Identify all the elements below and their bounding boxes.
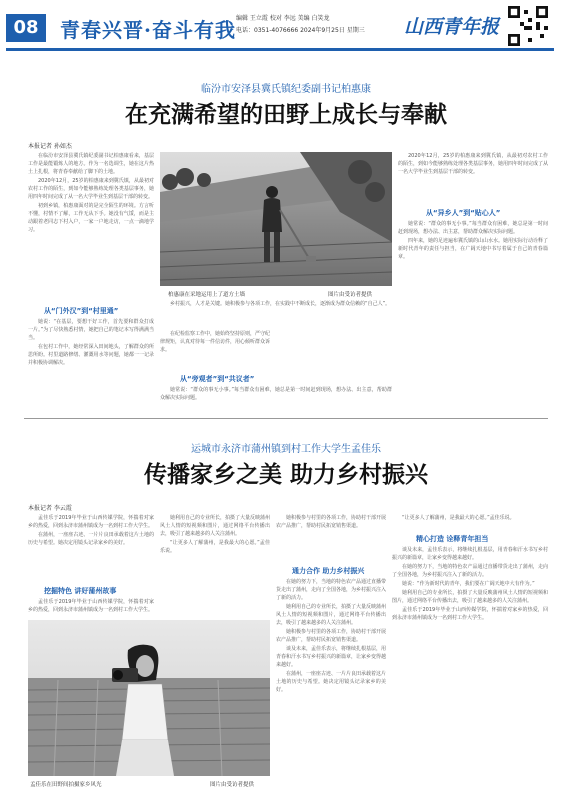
paragraph: 她利用自己的专业所长，拍摄了大量反映蒲州风土人情的短视频和图片，通过网络平台传播出去，吸引了越来越多的人关注蒲州。 [276,604,386,626]
paragraph: 她常说：“群众的事无小事。”每当群众有困难，她总是第一时间赶到现场，想办法、出主意，帮助群众解决实际问题。 [398,221,548,235]
paragraph: 在她的努力下，当地的特色农产品通过直播带货走出了蒲州，走向了全国各地，为乡村振兴注入了新的活力。 [276,579,386,601]
article2-column-4a [392,514,548,532]
article2-column-3a [276,514,386,564]
paragraph: 她利用自己的专业所长，拍摄了大量反映蒲州风土人情的短视频和图片，通过网络平台传播出去，吸引了越来越多的人关注蒲州。 [392,590,548,604]
paragraph: 谈及未来，孟佳乐表示，将继续扎根基层，用青春和汗水书写乡村振兴的新篇章，让家乡变得越来越好。 [276,646,386,668]
article2-byline: 本报记者 李云霞 [28,505,72,512]
paragraph: 她常说：“群众的事无小事。”每当群众有困难，她总是第一时间赶到现场，想办法、出主意，帮助群众解决实际问题。 [160,387,392,401]
article2-kicker: 运城市永济市蒲州镇到村工作大学生孟佳乐 [191,444,381,455]
paragraph: 孟佳乐于2019年毕业于山西传媒学院，怀揣着对家乡的热爱，回到永济市蒲州镇成为一名到村工作大学生。 [28,515,154,529]
article-divider [24,418,548,419]
article2-column-4b [392,546,548,793]
article1-byline: 本报记者 孙如杰 [28,143,72,150]
paragraph: 孟佳乐于2019年毕业于山西传媒学院，怀揣着对家乡的热爱，回到永济市蒲州镇成为一名到村工作大学生。 [392,607,548,621]
article1-column-2c [160,386,392,416]
article1-column-1 [28,152,154,302]
paragraph: 四年来，她的足迹遍布冀氏镇的山山水水。她用实际行动诠释了新时代青年的责任与担当，在广阔天地中书写着属于自己的青春篇章。 [398,238,548,260]
article2-photo-credit: 图片由受访者提供 [210,782,255,788]
article1-kicker: 临汾市安泽县冀氏镇纪委副书记柏惠康 [201,84,371,95]
editor-credits: 编辑 王立霞 校对 李远 美编 白笑龙 [236,15,330,22]
paragraph: 2020年12月，25岁的柏惠康来到冀氏镇，从最初对农村工作的陌生，到如今能够熟练处理各类基层事务，她用四年时间完成了从一名大学毕业生到基层干部的转变。 [28,178,154,200]
article1-column-2b [160,330,270,370]
paragraph: 在她的努力下，当地的特色农产品通过直播带货走出了蒲州，走向了全国各地，为乡村振兴注入了新的活力。 [392,564,548,578]
paragraph: 在临汾市安泽县冀氏镇纪委副书记柏惠康看来，基层工作是最能锻炼人的地方。作为一名选调生，她在这片热土上扎根，将青春奉献给了脚下的土地。 [28,153,154,175]
article2-headline: 传播家乡之美 助力乡村振兴 [143,462,428,488]
article2-photo-caption: 孟佳乐在田野间拍摄家乡风光 [30,782,102,788]
masthead-rule [6,48,554,51]
article1-photo-credit: 图片由受访者提供 [328,292,373,298]
paragraph: 她积极参与村里的各项工作，协助村干部开展农产品推广，帮助村民拓宽销售渠道。 [276,515,386,529]
qr-code-icon [508,6,548,46]
paragraph: 她说：“作为新时代的青年，我们要在广阔天地中大有作为。” [402,581,535,587]
article2-column-2 [160,514,270,618]
paragraph: 初到乡镇，柏惠康面对的是完全陌生的环境。方言听不懂，村情不了解，工作无从下手。她没有气馁，而是主动跟着老同志下村入户，一家一户地走访，一点一滴地学习。 [28,203,154,233]
article1-subhead-1: 从“门外汉”到“村里通” [44,307,119,315]
paragraph: 在包村工作中，她经常深入田间地头，了解群众的所思所盼。村里道路修缮、灌溉用水等问题，她都一一记录并积极协调解决。 [28,344,154,366]
farm-photo [160,152,392,286]
article2-subhead-2: 通力合作 助力乡村振兴 [292,567,365,575]
article1-photo [160,152,392,286]
paragraph: “让更多人了解蒲州，是我最大的心愿。”孟佳乐说。 [160,540,270,554]
article2-subhead-1: 挖掘特色 讲好蒲州故事 [44,587,117,595]
article2-photo [28,620,270,776]
article2-subhead-3: 精心打造 诠释青年担当 [416,535,489,543]
article2-column-3b [276,578,386,793]
paragraph: 孟佳乐于2019年毕业于山西传媒学院，怀揣着对家乡的热爱，回到永济市蒲州镇成为一名到村工作大学生。 [28,599,154,613]
masthead [0,0,561,50]
article1-column-3a [398,152,548,206]
paragraph: 她说：“在基层，要想干好工作，首先要和群众打成一片。”为了尽快熟悉村情，她把自己的笔记本写得满满当当。 [28,319,154,341]
article1-headline: 在充满希望的田野上成长与奉献 [125,102,447,128]
article1-subhead-3: 从“异乡人”到“贴心人” [426,209,501,217]
article1-column-3b [398,220,548,410]
page-number: 08 [6,14,46,42]
paragraph: 谈及未来，孟佳乐表示，将继续扎根基层，用青春和汗水书写乡村振兴的新篇章，让家乡变得越来越好。 [392,547,548,561]
paragraph: 在纪检监察工作中，她始终坚持原则，严守纪律规矩，认真对待每一件信访件，用心倾听群众诉求。 [160,331,270,353]
article1-column-1b [28,318,154,408]
section-slogan: 青春兴晋·奋斗有我 [60,18,236,42]
paragraph: 在蒲州，一座座古迹、一片片良田承载着这片土地的历史与希望。她决定用镜头记录家乡的美好。 [28,532,154,546]
article2-column-1b [28,598,154,618]
paragraph: 她积极参与村里的各项工作，协助村干部开展农产品推广，帮助村民拓宽销售渠道。 [276,629,386,643]
article2-column-1 [28,514,154,582]
newspaper-logo: 山西青年报 [404,16,500,38]
article1-subhead-2: 从“旁观者”到“共议者” [180,375,255,383]
paragraph: “让更多人了解蒲州，是我最大的心愿。”孟佳乐说。 [402,515,515,521]
paragraph: 她利用自己的专业所长，拍摄了大量反映蒲州风土人情的短视频和图片，通过网络平台传播出去，吸引了越来越多的人关注蒲州。 [160,515,270,537]
field-photo [28,620,270,776]
paragraph: 乡村振兴，人才是关键。她积极参与各项工作，在实践中不断成长，逐渐成为群众信赖的“自己人”。 [170,301,391,307]
article1-photo-caption: 柏惠康在采地运用上了道方土墙 [168,292,246,298]
paragraph: 2020年12月，25岁的柏惠康来到冀氏镇，从最初对农村工作的陌生，到如今能够熟练处理各类基层事务，她用四年时间完成了从一名大学毕业生到基层干部的转变。 [398,153,548,175]
paragraph: 在蒲州，一座座古迹、一片片良田承载着这片土地的历史与希望。她决定用镜头记录家乡的美好。 [276,671,386,693]
contact-date: 电话：0351-4076666 2024年9月25日 星期三 [236,27,365,34]
article1-column-2a [160,300,392,330]
